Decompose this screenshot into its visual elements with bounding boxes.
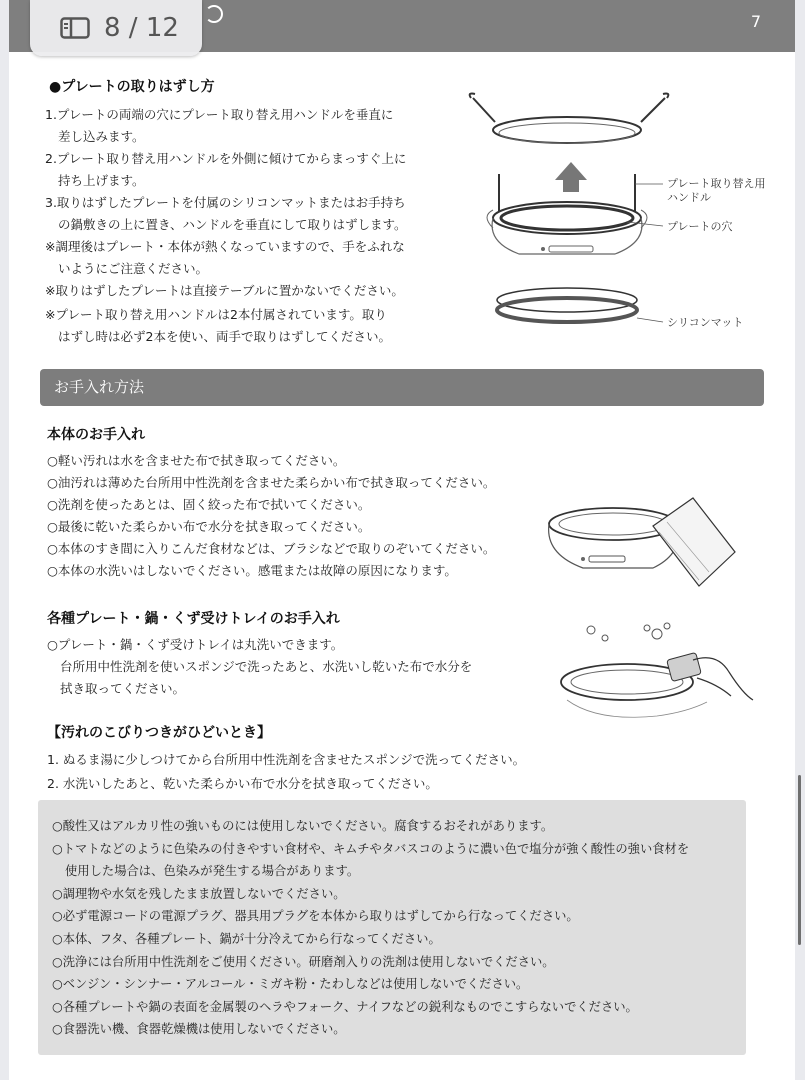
caution-item: ○トマトなどのように色染みの付きやすい食材や、キムチやタバスコのように濃い色で塩分が強く酸性の強い食材を xyxy=(52,841,690,856)
removal-note-1: ※調理後はプレート・本体が熱くなっていますので、手をふれな いようにご注意ください。 xyxy=(45,239,405,276)
label-plate-hole: プレートの穴 xyxy=(667,220,733,233)
page-indicator[interactable] xyxy=(30,0,202,56)
care-section-title: お手入れ方法 xyxy=(40,369,764,406)
scrollbar-thumb[interactable] xyxy=(798,775,801,945)
list-item: ○本体のすき間に入りこんだ食材などは、ブラシなどで取りのぞいてください。 xyxy=(47,541,496,556)
body-care-list xyxy=(47,450,495,582)
caution-item: ○必ず電源コードの電源プラグ、器具用プラグを本体から取りはずしてから行なってください。 xyxy=(52,909,579,924)
stubborn-list xyxy=(47,748,525,796)
caution-item: ○各種プレートや鍋の表面を金属製のヘラやフォーク、ナイフなどの鋭利なものでこすらないでください。 xyxy=(52,999,638,1014)
list-item: ○本体の水洗いはしないでください。感電または故障の原因になります。 xyxy=(47,563,457,578)
removal-step-1: 1.プレートの両端の穴にプレート取り替え用ハンドルを垂直に 差し込みます。 xyxy=(45,107,394,144)
removal-heading: ●プレートの取りはずし方 xyxy=(49,79,215,95)
caution-item: ○本体、フタ、各種プレート、鍋が十分冷えてから行なってください。 xyxy=(52,931,441,946)
list-item: ○軽い汚れは水を含ませた布で拭き取ってください。 xyxy=(47,453,346,468)
list-item: 2. 水洗いしたあと、乾いた柔らかい布で水分を拭き取ってください。 xyxy=(47,776,438,791)
list-item: ○油汚れは薄めた台所用中性洗剤を含ませた柔らかい布で拭き取ってください。 xyxy=(47,475,496,490)
plate-care-heading: 各種プレート・鍋・くず受けトレイのお手入れ xyxy=(47,611,340,627)
caution-item: ○洗浄には台所用中性洗剤をご使用ください。研磨剤入りの洗剤は使用しないでください。 xyxy=(52,954,555,969)
plate-wash-illustration xyxy=(557,622,757,732)
list-item: 1. ぬるま湯に少しつけてから台所用中性洗剤を含ませたスポンジで洗ってください。 xyxy=(47,752,526,767)
caution-item: ○調理物や水気を残したまま放置しないでください。 xyxy=(52,886,346,901)
caution-item: ○ベンジン・シンナー・アルコール・ミガキ粉・たわしなどは使用しないでください。 xyxy=(52,977,529,992)
label-handle-1: プレート取り替え用 xyxy=(667,177,766,190)
removal-step-3: 3.取りはずしたプレートを付属のシリコンマットまたはお手持ち の鍋敷きの上に置き、ハンドルを垂直にして取りはずします。 xyxy=(45,195,407,232)
caution-list xyxy=(52,815,689,1041)
label-silicone-mat: シリコンマット xyxy=(667,316,744,329)
list-item: ○洗剤を使ったあとは、固く絞った布で拭いてください。 xyxy=(47,497,371,512)
removal-step-2: 2.プレート取り替え用ハンドルを外側に傾けてからまっすぐ上に 持ち上げます。 xyxy=(45,151,407,188)
caution-item: ○酸性又はアルカリ性の強いものには使用しないでください。腐食するおそれがあります。 xyxy=(52,819,554,833)
header-icon-partial xyxy=(205,5,223,23)
page-number: 7 xyxy=(750,12,761,31)
list-item: ○最後に乾いた柔らかい布で水分を拭き取ってください。 xyxy=(47,519,371,534)
caution-item-continued: 使用した場合は、色染みが発生する場合があります。 xyxy=(65,864,360,879)
page-indicator-text: 8 / 12 xyxy=(104,13,179,43)
stubborn-heading: 【汚れのこびりつきがひどいとき】 xyxy=(47,725,271,741)
plate-removal-illustration xyxy=(459,88,779,348)
plate-care-text: ○プレート・鍋・くず受けトレイは丸洗いできます。 台所用中性洗剤を使いスポンジで洗ったあと、水洗いし乾いた布で水分を 拭き取ってください。 xyxy=(47,637,473,696)
sidebar-toggle-icon xyxy=(60,17,90,39)
caution-item: ○食器洗い機、食器乾燥機は使用しないでください。 xyxy=(52,1022,346,1037)
body-care-heading: 本体のお手入れ xyxy=(47,427,145,443)
removal-note-2: ※取りはずしたプレートは直接テーブルに置かないでください。 xyxy=(45,283,404,298)
removal-note-3: ※プレート取り替え用ハンドルは2本付属されています。取り はずし時は必ず2本を使い、両手で取りはずしてください。 xyxy=(45,307,391,344)
body-wipe-illustration xyxy=(543,492,743,592)
label-handle-2: ハンドル xyxy=(667,191,711,204)
